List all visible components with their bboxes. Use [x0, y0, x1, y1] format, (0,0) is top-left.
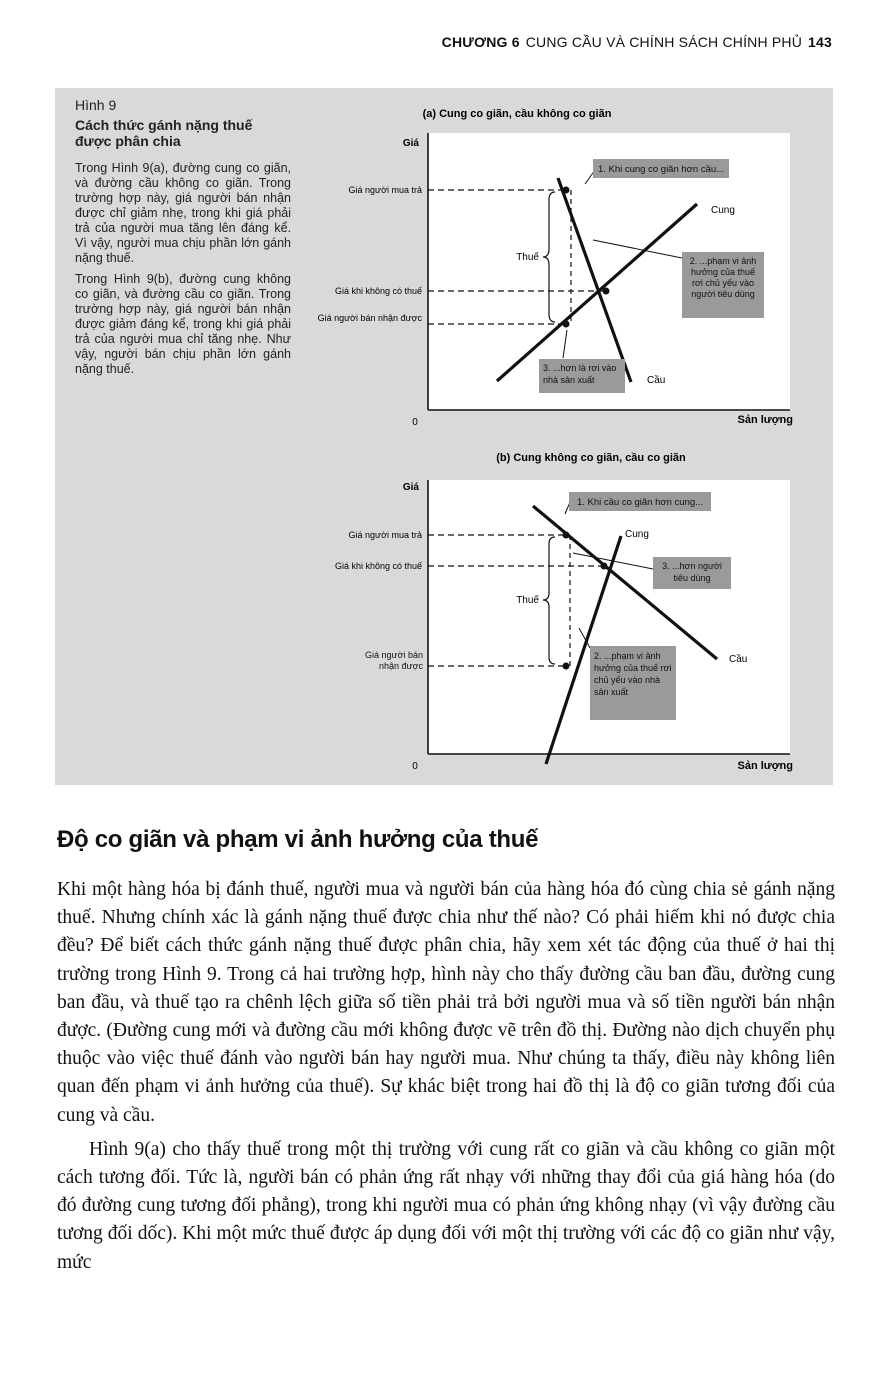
panel-b-supply-label: Cung [625, 529, 649, 540]
panel-b [325, 452, 793, 772]
panel-b-tax-label: Thuế [516, 595, 539, 606]
panel-b-seller-price-holder [325, 650, 423, 680]
panel-a-demand-label: Cầu [647, 375, 666, 386]
panel-b-equilibrium-point [601, 563, 608, 570]
panel-b-no-tax-label: Giá khi không có thuế [334, 561, 422, 571]
panel-a-equilibrium-point [603, 288, 610, 295]
panel-a-y-label: Giá [402, 138, 419, 149]
panel-a-tax-label: Thuế [516, 252, 539, 263]
panel-b-x-label: Sản lượng [737, 760, 793, 772]
panel-a-title: (a) Cung co giãn, cầu không co giãn [422, 108, 612, 120]
panel-b-buyer-point [563, 532, 570, 539]
panel-a-seller-point [563, 321, 570, 328]
panel-a-x-label: Sản lượng [737, 414, 793, 426]
panel-a-annotation-1: 1. Khi cung co giãn hơn cầu... [597, 164, 725, 175]
panel-a-seller-price-label: Giá người bán nhận được [317, 313, 422, 323]
panel-a-origin: 0 [412, 417, 418, 428]
page-number: 143 [808, 34, 832, 50]
panel-a-no-tax-label: Giá khi không có thuế [334, 286, 422, 296]
panel-a-buyer-point [563, 187, 570, 194]
panel-b-demand-label: Cầu [729, 654, 748, 665]
body-text [57, 876, 835, 1283]
panel-a-annotation-3: 3. ...hơn là rơi vào nhà sản xuất [543, 363, 617, 385]
panel-a-annotation-2: 2. ...phạm vi ảnh hưởng của thuế rơi chủ yếu vào người tiêu dùng [689, 256, 757, 299]
chapter-label: CHƯƠNG 6 [441, 34, 520, 50]
panel-b-seller-point [563, 663, 570, 670]
panel-b-buyer-price-label: Giá người mua trả [348, 530, 422, 540]
panel-b-title: (b) Cung không co giãn, cầu co giãn [496, 452, 686, 464]
figure-title: Cách thức gánh nặng thuế được phân chia [75, 117, 253, 149]
figure-charts [55, 88, 833, 785]
panel-b-annotation-3: 3. ...hơn người tiêu dùng [662, 561, 722, 583]
body-paragraph-2: Hình 9(a) cho thấy thuế trong một thị trường với cung rất co giãn và cầu không co giãn một cách tương đối. Tức là, người bán có phản ứng rất nhạy với những thay đổi của giá hàng hóa (do đó đường cung tương đối phẳng), trong khi người mua có phản ứng không nhạy (vì vậy đường cầu tương đối dốc). Khi một mức thuế được áp dụng đối với một thị trường với các độ co giãn như vậy, mức [57, 1138, 835, 1273]
panel-b-seller-price-label: Giá người bán nhận được [365, 650, 423, 671]
panel-a-annotation-2-holder [682, 254, 764, 318]
panel-b-origin: 0 [412, 761, 418, 772]
figure-label: Hình 9 [75, 97, 117, 113]
section-heading: Độ co giãn và phạm vi ảnh hưởng của thuế [57, 826, 539, 853]
panel-b-annotation-2-holder [590, 648, 676, 720]
panel-b-annotation-1: 1. Khi cầu co giãn hơn cung... [576, 497, 704, 508]
running-head [442, 34, 832, 50]
figure-caption-a: Trong Hình 9(a), đường cung co giãn, và đường cầu không co giãn. Trong trường hợp này, giá người bán nhận được chỉ giảm nhẹ, trong khi giá phải trả của người mua tăng lên đáng kể. Vì vậy, người mua chịu phần lớn gánh nặng thuế. [75, 161, 291, 265]
figure-9 [55, 88, 833, 785]
chapter-title: CUNG CẦU VÀ CHÍNH SÁCH CHÍNH PHỦ [525, 34, 803, 50]
panel-b-annotation-2: 2. ...phạm vi ảnh hưởng của thuế rơi chủ yếu vào nhà sản xuất [594, 651, 672, 697]
body-paragraph-1: Khi một hàng hóa bị đánh thuế, người mua và người bán của hàng hóa đó cùng chia sẻ gánh nặng thuế. Nhưng chính xác là gánh nặng thuế được chia như thế nào? Có phải hiếm khi nó được chia đều? Để biết cách thức gánh nặng thuế được phân chia, hãy xem xét tác động của thuế ở hai thị trường trong Hình 9. Trong cả hai trường hợp, hình này cho thấy đường cầu ban đầu, đường cung ban đầu, và thuế tạo ra chênh lệch giữa số tiền phải trả bởi người mua và số tiền người bán nhận được. (Đường cung mới và đường cầu mới không được vẽ trên đồ thị. Đường nào dịch chuyển phụ thuộc vào việc thuế đánh vào người bán hay người mua. Như chúng ta thấy, điều này không liên quan đến phạm vi ảnh hưởng của thuế). Sự khác biệt trong hai đồ thị là độ co giãn tương đối của cung và cầu. [57, 879, 835, 1126]
panel-b-annotation-3-holder [653, 558, 731, 589]
figure-caption-b: Trong Hình 9(b), đường cung không co giãn, và đường cầu co giãn. Trong trường hợp này, giá người bán nhận được giảm đáng kể, trong khi giá phải trả của người mua chỉ tăng nhẹ. Như vậy, người bán chịu phần lớn gánh nặng thuế. [75, 272, 291, 376]
panel-a [318, 108, 793, 428]
panel-b-y-label: Giá [402, 482, 419, 493]
panel-a-supply-label: Cung [711, 205, 735, 216]
panel-a-buyer-price-label: Giá người mua trả [348, 185, 422, 195]
panel-a-annotation-3-holder [539, 360, 625, 393]
